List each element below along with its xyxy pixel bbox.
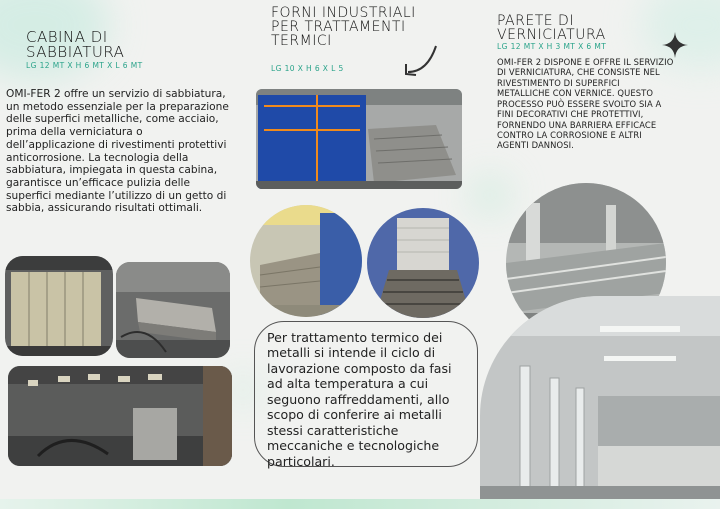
sandblasting-dimensions: LG 12 MT X H 6 MT X L 6 MT [26,61,143,70]
sandblasting-cabin-photo [5,256,113,356]
painting-wall-photo [480,296,720,509]
painting-dimensions: LG 12 MT X H 3 MT X 6 MT [497,42,607,51]
furnace-photo [256,89,462,189]
furnace-interior-photo [250,205,362,317]
decor-glow [470,175,510,215]
footer-bar [0,499,720,509]
furnaces-title: FORNI INDUSTRIALI PER TRATTAMENTI TERMICI [271,5,416,49]
furnace-door-photo [367,208,479,318]
curved-arrow-icon [400,42,440,80]
sandblasting-description: OMI-FER 2 offre un servizio di sabbiatura, un metodo essenziale per la preparazione delle superfici metalliche, come acciaio, prima della verniciatura o dell’applicazione di rivestimenti protettivi anticorrosione. La tecnologia della sabbiatura, impiegata in questa cabina, garantisce un’efficace pulizia delle superfici mediante l’utilizzo di un getto di sabbia, assicurando risultati ottimali. [6,88,229,215]
painting-title: PARETE DI VERNICIATURA [497,13,606,43]
sandblasting-room-photo [8,366,232,466]
sparkle-icon [660,30,690,60]
sandblasting-title: CABINA DI SABBIATURA [26,28,125,61]
furnaces-dimensions: LG 10 X H 6 X L 5 [271,64,344,73]
heat-treatment-description: Per trattamento termico dei metalli si intende il ciclo di lavorazione composto da fasi ad alta temperatura a cui seguono raffreddamenti, allo scopo di conferire ai metalli stessi caratteristiche meccaniche e tecnologiche particolari. [254,321,478,467]
sandblasting-equipment-photo [116,262,230,358]
painting-description: OMI-FER 2 DISPONE E OFFRE IL SERVIZIO DI VERNICIATURA, CHE CONSISTE NEL RIVESTIMENTO DI SUPERFICI METALLICHE CON VERNICE. QUESTO PROCESSO PUÒ ESSERE SVOLTO SIA A FINI DECORATIVI CHE PROTETTIVI, FORNENDO UNA BARRIERA EFFICACE CONTRO LA CORROSIONE E ALTRI AGENTI DANNOSI. [497,57,674,151]
